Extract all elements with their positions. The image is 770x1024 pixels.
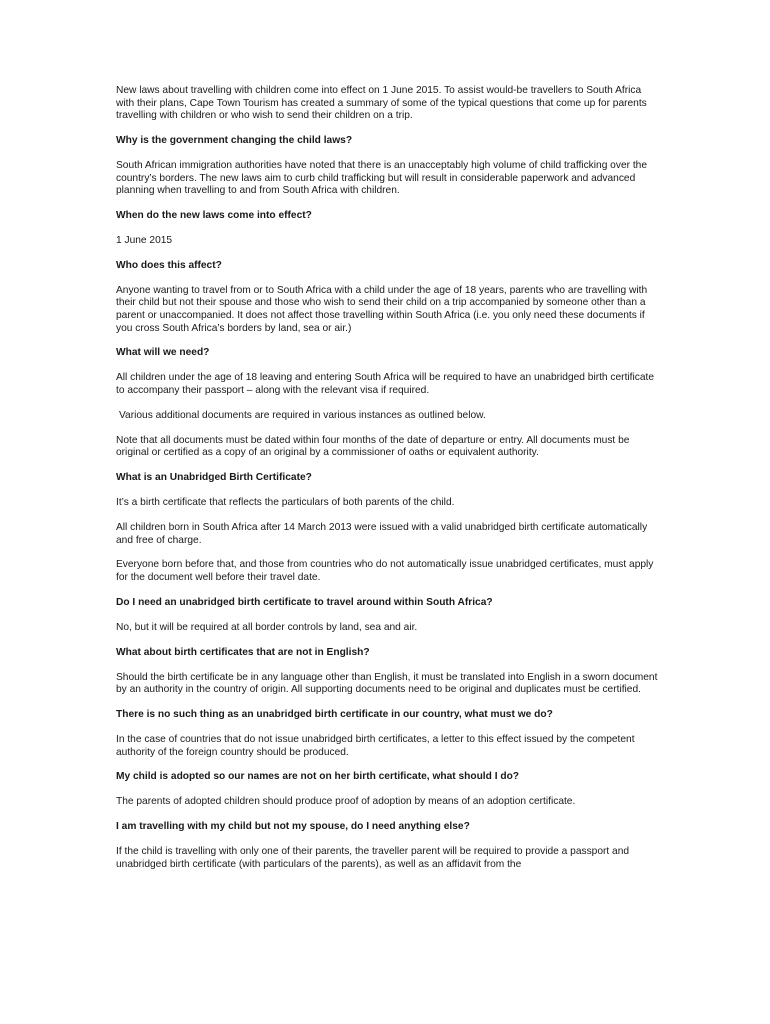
paragraph-not-english: Should the birth certificate be in any language other than English, it must be translated into English in a sworn document by an authority in the country of origin. All supporting documents need to be original and duplicates must be certified. (116, 671, 658, 696)
paragraph-within-sa: No, but it will be required at all border controls by land, sea and air. (116, 621, 418, 633)
paragraph-one-parent: If the child is travelling with only one of their parents, the traveller parent will be required to provide a passport and unabridged birth certificate (with particulars of the parents), as well as an affidavit from the (116, 846, 630, 870)
paragraph-unabridged-1: It’s a birth certificate that reflects the particulars of both parents of the child. (116, 497, 455, 509)
paragraph-why-changing: South African immigration authorities have noted that there is an unacceptably high volume of child trafficking over the country’s borders. The new laws aim to curb child trafficking but will result in considerable paperwork and advanced planning when travelling to and from South Africa with children. (116, 159, 647, 197)
paragraph-what-needed-2: Various additional documents are required in various instances as outlined below. (119, 409, 486, 421)
paragraph-adopted: The parents of adopted children should produce proof of adoption by means of an adoption certificate. (116, 796, 576, 808)
intro-paragraph: New laws about travelling with children come into effect on 1 June 2015. To assist would-be travellers to South Africa with their plans, Cape Town Tourism has created a summary of some of the typical questions that come up for parents travelling with children or who wish to send their children on a trip. (116, 85, 647, 122)
heading-when-effect: When do the new laws come into effect? (116, 210, 312, 222)
heading-adopted: My child is adopted so our names are not on her birth certificate, what should I do? (116, 771, 520, 783)
paragraph-no-unabridged: In the case of countries that do not issue unabridged birth certificates, a letter to this effect issued by the competent authority of the foreign country should be produced. (116, 733, 635, 758)
paragraph-who-affected: Anyone wanting to travel from or to South Africa with a child under the age of 18 years, parents who are travelling with their child but not their spouse and those who wish to send their child on a trip accompanied by someone other than a parent or unaccompanied. It does not affect those travelling within South Africa (i.e. you only need these documents if you cross South Africa’s borders by land, sea or air.) (116, 284, 648, 334)
heading-within-sa: Do I need an unabridged birth certificate to travel around within South Africa? (116, 596, 493, 608)
heading-unabridged-definition: What is an Unabridged Birth Certificate? (116, 472, 312, 484)
heading-not-english: What about birth certificates that are not in English? (116, 646, 370, 658)
paragraph-what-needed-1: All children under the age of 18 leaving and entering South Africa will be required to have an unabridged birth certificate to accompany their passport – along with the relevant visa if required. (116, 372, 655, 396)
paragraph-what-needed-3: Note that all documents must be dated within four months of the date of departure or entry. All documents must be original or certified as a copy of an original by a commissioner of oaths or equivalent authority. (116, 434, 630, 459)
heading-no-unabridged: There is no such thing as an unabridged birth certificate in our country, what must we do? (116, 709, 553, 721)
heading-what-needed: What will we need? (116, 347, 210, 359)
paragraph-unabridged-3: Everyone born before that, and those from countries who do not automatically issue unabridged certificates, must apply for the document well before their travel date. (116, 559, 654, 583)
document-page (116, 85, 658, 884)
heading-who-affected: Who does this affect? (116, 259, 222, 271)
paragraph-unabridged-2: All children born in South Africa after 14 March 2013 were issued with a valid unabridged birth certificate automatically and free of charge. (116, 521, 648, 546)
heading-why-changing: Why is the government changing the child laws? (116, 135, 353, 147)
heading-one-parent: I am travelling with my child but not my spouse, do I need anything else? (116, 821, 470, 833)
paragraph-when-effect: 1 June 2015 (116, 234, 173, 246)
